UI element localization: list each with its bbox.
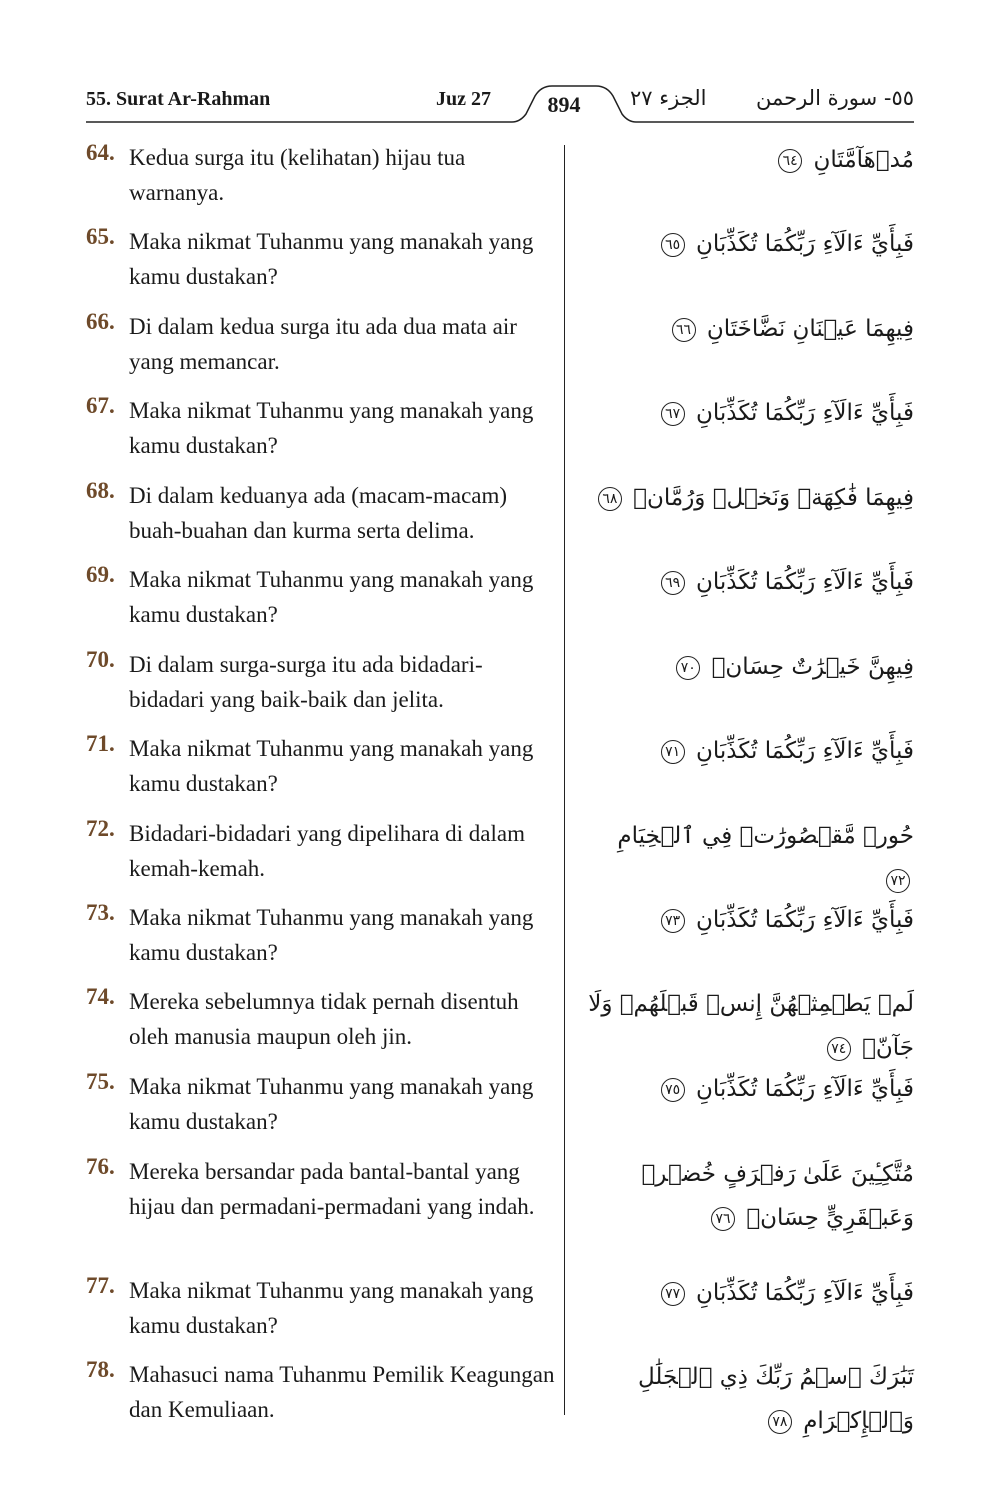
- verse-number: 66.: [86, 309, 115, 334]
- verse-translation: Bidadari-bidadari yang dipelihara di dalam kemah-kemah.: [129, 821, 525, 881]
- verse-translation: Maka nikmat Tuhanmu yang manakah yang kamu dustakan?: [129, 736, 534, 796]
- arabic-text: فَبِأَيِّ ءَالَآءِ رَبِّكُمَا تُكَذِّبَانِ: [695, 569, 914, 595]
- juz-label-arabic: الجزء ٢٧: [630, 86, 707, 110]
- verse-translation: Mereka sebelumnya tidak pernah disentuh oleh manusia maupun oleh jin.: [129, 989, 519, 1049]
- verse-number: 70.: [86, 647, 115, 672]
- verse-end-marker-icon: ٧٨: [768, 1410, 792, 1434]
- verse-arabic: [584, 729, 914, 773]
- arabic-text: مُتَّكِـِٔينَ عَلَىٰ رَفۡرَفٍ خُضۡرٖ وَعَبۡقَرِيٍّ حِسَانٖ: [641, 1161, 914, 1231]
- surah-title-latin: 55. Surat Ar-Rahman: [86, 88, 271, 110]
- verse-translation: Di dalam kedua surga itu ada dua mata air yang memancar.: [129, 314, 517, 374]
- verse-number: 77.: [86, 1273, 115, 1298]
- verse-number: 68.: [86, 478, 115, 503]
- verse-translation: Maka nikmat Tuhanmu yang manakah yang kamu dustakan?: [129, 229, 534, 289]
- verse-arabic: [584, 391, 914, 435]
- arabic-text: فَبِأَيِّ ءَالَآءِ رَبِّكُمَا تُكَذِّبَانِ: [695, 738, 914, 764]
- verse-end-marker-icon: ٧٠: [676, 656, 700, 680]
- arabic-text: تَبَٰرَكَ ٱسۡمُ رَبِّكَ ذِي ٱلۡجَلَٰلِ وَٱلۡإِكۡرَامِ: [637, 1364, 914, 1434]
- arabic-text: مُدۡهَآمَّتَانِ: [813, 147, 914, 173]
- arabic-text: فِيهِمَا عَيۡنَانِ نَضَّاخَتَانِ: [706, 316, 914, 342]
- verse-end-marker-icon: ٧٣: [661, 909, 685, 933]
- verse-end-marker-icon: ٦٨: [598, 487, 622, 511]
- verse-arabic: [584, 222, 914, 266]
- verse-number: 69.: [86, 562, 115, 587]
- verse-end-marker-icon: ٦٤: [778, 149, 802, 173]
- verse-translation: Maka nikmat Tuhanmu yang manakah yang kamu dustakan?: [129, 1278, 534, 1338]
- arabic-text: فَبِأَيِّ ءَالَآءِ رَبِّكُمَا تُكَذِّبَانِ: [695, 400, 914, 426]
- verse-number: 67.: [86, 393, 115, 418]
- verse-end-marker-icon: ٧٢: [886, 869, 910, 893]
- verse-arabic: [584, 1067, 914, 1111]
- verse-arabic: [584, 645, 914, 689]
- verse-number: 76.: [86, 1154, 115, 1179]
- arabic-text: فَبِأَيِّ ءَالَآءِ رَبِّكُمَا تُكَذِّبَانِ: [695, 1076, 914, 1102]
- verse-translation: Maka nikmat Tuhanmu yang manakah yang kamu dustakan?: [129, 398, 534, 458]
- arabic-text: حُورٞ مَّقۡصُورَٰتٞ فِي ٱلۡخِيَامِ: [617, 823, 914, 849]
- verse-arabic: [584, 982, 914, 1070]
- verse-translation: Kedua surga itu (kelihatan) hijau tua warnanya.: [129, 145, 466, 205]
- verse-arabic: [584, 1271, 914, 1315]
- arabic-text: فَبِأَيِّ ءَالَآءِ رَبِّكُمَا تُكَذِّبَانِ: [695, 907, 914, 933]
- verse-number: 71.: [86, 731, 115, 756]
- verse-arabic: [584, 814, 914, 902]
- verse-end-marker-icon: ٦٧: [661, 402, 685, 426]
- verse-end-marker-icon: ٧١: [661, 740, 685, 764]
- verse-number: 64.: [86, 140, 115, 165]
- juz-label-latin: Juz 27: [436, 88, 491, 110]
- verse-number: 74.: [86, 984, 115, 1009]
- verse-translation: Maka nikmat Tuhanmu yang manakah yang kamu dustakan?: [129, 567, 534, 627]
- verse-translation: Di dalam keduanya ada (macam-macam) buah-buahan dan kurma serta delima.: [129, 483, 508, 543]
- verse-arabic: [584, 898, 914, 942]
- verse-translation: Maka nikmat Tuhanmu yang manakah yang kamu dustakan?: [129, 905, 534, 965]
- arabic-text: لَمۡ يَطۡمِثۡهُنَّ إِنسٞ قَبۡلَهُمۡ وَلَا جَآنّٞ: [588, 991, 914, 1061]
- verse-arabic: [584, 1152, 914, 1240]
- verse-arabic: [584, 476, 914, 520]
- verse-end-marker-icon: ٦٩: [661, 571, 685, 595]
- verse-end-marker-icon: ٦٥: [661, 233, 685, 257]
- verse-arabic: [584, 138, 914, 182]
- verse-end-marker-icon: ٧٧: [661, 1282, 685, 1306]
- surah-title-arabic: ٥٥- سورة الرحمن: [755, 86, 914, 110]
- verse-translation: Di dalam surga-surga itu ada bidadari-bidadari yang baik-baik dan jelita.: [129, 652, 483, 712]
- verse-number: 72.: [86, 816, 115, 841]
- verse-translation: Maka nikmat Tuhanmu yang manakah yang kamu dustakan?: [129, 1074, 534, 1134]
- verse-arabic: [584, 1355, 914, 1443]
- verse-number: 78.: [86, 1357, 115, 1382]
- verse-arabic: [584, 307, 914, 351]
- arabic-text: فِيهِنَّ خَيۡرَٰتٌ حِسَانٞ: [711, 654, 914, 680]
- verse-translation: Mahasuci nama Tuhanmu Pemilik Keagungan dan Kemuliaan.: [129, 1362, 555, 1422]
- arabic-text: فَبِأَيِّ ءَالَآءِ رَبِّكُمَا تُكَذِّبَانِ: [695, 231, 914, 257]
- verse-number: 73.: [86, 900, 115, 925]
- arabic-text: فَبِأَيِّ ءَالَآءِ رَبِّكُمَا تُكَذِّبَانِ: [695, 1280, 914, 1306]
- verse-translation: Mereka bersandar pada bantal-bantal yang hijau dan permadani-permadani yang indah.: [129, 1159, 535, 1219]
- page-number: 894: [547, 92, 581, 117]
- verse-number: 75.: [86, 1069, 115, 1094]
- verse-end-marker-icon: ٧٤: [827, 1037, 851, 1061]
- verse-number: 65.: [86, 224, 115, 249]
- verse-end-marker-icon: ٧٥: [661, 1078, 685, 1102]
- verse-end-marker-icon: ٧٦: [711, 1207, 735, 1231]
- verse-end-marker-icon: ٦٦: [672, 318, 696, 342]
- arabic-text: فِيهِمَا فَٰكِهَةٞ وَنَخۡلٞ وَرُمَّانٞ: [633, 485, 914, 511]
- verse-arabic: [584, 560, 914, 604]
